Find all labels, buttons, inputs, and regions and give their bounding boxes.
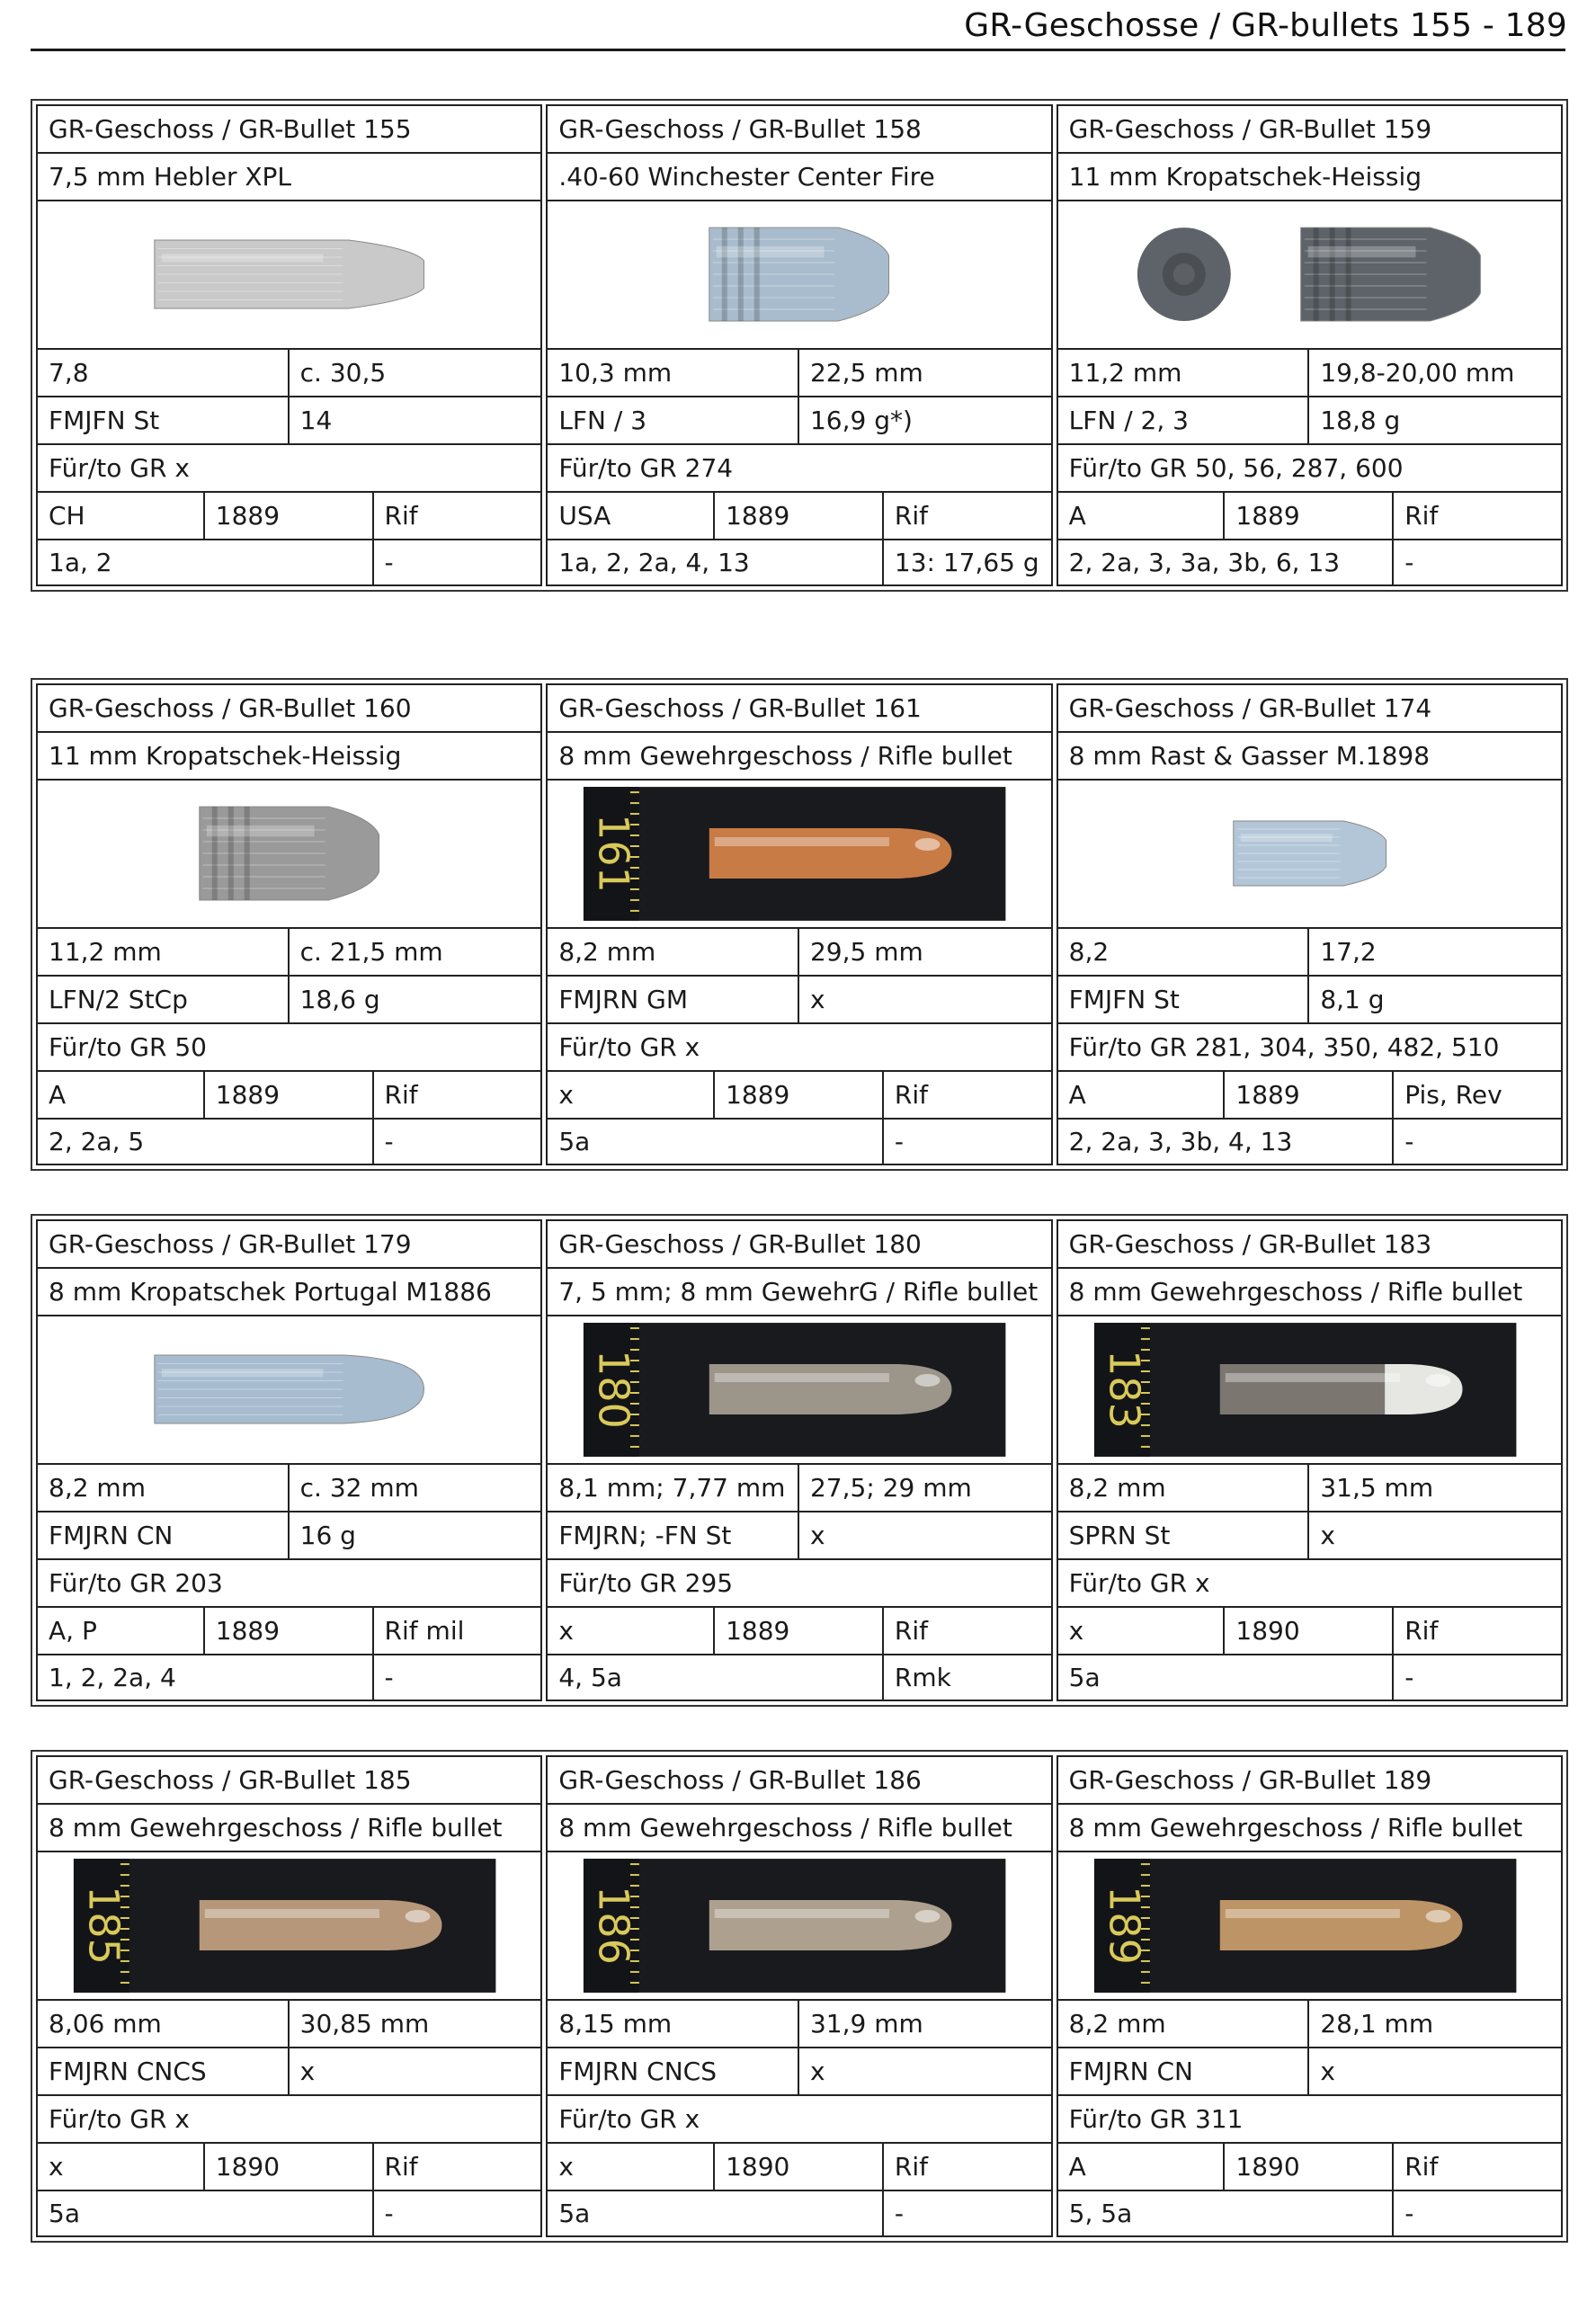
bullet-card — [36, 683, 542, 1165]
caliber-value: 11,2 mm — [1057, 348, 1310, 396]
bullet-card — [1057, 1755, 1563, 2237]
cartridge-reference: Für/to GR 50 — [36, 1022, 542, 1070]
bullet-designation: 11 mm Kropatschek-Heissig — [1057, 152, 1563, 200]
bullet-title: GR-Geschoss / GR-Bullet 158 — [546, 104, 1052, 152]
bullet-type: LFN/2 StCp — [36, 975, 290, 1022]
source-references: 2, 2a, 3, 3b, 4, 13 — [1057, 1118, 1395, 1165]
weight-value: x — [799, 975, 1053, 1022]
bullet-group-2 — [31, 678, 1568, 1171]
bullet-image-cell — [1057, 1315, 1563, 1463]
dimensions-row — [546, 1999, 1052, 2047]
length-value: 22,5 mm — [799, 348, 1053, 396]
origin-row — [1057, 1070, 1563, 1118]
type-row — [36, 2047, 542, 2094]
source-references: 1a, 2 — [36, 539, 374, 586]
source-references: 5a — [36, 2190, 374, 2237]
bullet-card — [36, 104, 542, 586]
year-value: 1889 — [715, 491, 884, 539]
weapon-category: Rif — [374, 1070, 543, 1118]
source-references: 5a — [546, 2190, 884, 2237]
weapon-category: Rif — [884, 1606, 1053, 1654]
dimensions-row — [546, 927, 1052, 975]
bullet-type: LFN / 2, 3 — [1057, 396, 1310, 443]
cartridge-reference: Für/to GR 281, 304, 350, 482, 510 — [1057, 1022, 1563, 1070]
year-value: 1890 — [715, 2142, 884, 2190]
bullet-image-cell — [1057, 779, 1563, 927]
source-note: - — [1394, 2190, 1563, 2237]
type-row — [1057, 1511, 1563, 1558]
bullet-card — [36, 1219, 542, 1701]
year-value: 1890 — [1225, 1606, 1394, 1654]
bullet-card — [546, 104, 1052, 586]
source-note: - — [374, 1654, 543, 1701]
origin-row — [546, 2142, 1052, 2190]
source-note: 13: 17,65 g — [884, 539, 1053, 586]
weight-value: 18,6 g — [290, 975, 543, 1022]
bullet-image — [709, 1364, 952, 1414]
caliber-value: 8,2 — [1057, 927, 1310, 975]
caliber-value: 8,06 mm — [36, 1999, 290, 2047]
weapon-category: Rif — [884, 491, 1053, 539]
length-value: 31,5 mm — [1309, 1463, 1563, 1511]
country-code: x — [1057, 1606, 1226, 1654]
weapon-category: Rif — [1394, 491, 1563, 539]
cartridge-reference: Für/to GR 274 — [546, 443, 1052, 491]
cartridge-reference: Für/to GR x — [1057, 1558, 1563, 1606]
bullet-image-cell — [546, 1315, 1052, 1463]
type-row — [1057, 975, 1563, 1022]
bullet-title: GR-Geschoss / GR-Bullet 189 — [1057, 1755, 1563, 1803]
cartridge-reference: Für/to GR 203 — [36, 1558, 542, 1606]
scale-number: 186 — [589, 1886, 638, 1965]
bullet-designation: .40-60 Winchester Center Fire — [546, 152, 1052, 200]
caliber-value: 8,2 mm — [546, 927, 799, 975]
header-rule — [31, 49, 1565, 51]
origin-row — [36, 1070, 542, 1118]
country-code: A — [1057, 1070, 1226, 1118]
origin-row — [36, 1606, 542, 1654]
bullet-title: GR-Geschoss / GR-Bullet 179 — [36, 1219, 542, 1267]
bullet-designation: 7, 5 mm; 8 mm GewehrG / Rifle bullet — [546, 1267, 1052, 1315]
bullet-group-3 — [31, 1214, 1568, 1707]
bullet-title: GR-Geschoss / GR-Bullet 161 — [546, 683, 1052, 731]
bullet-image — [1219, 1900, 1462, 1950]
length-value: c. 21,5 mm — [290, 927, 543, 975]
weight-value: x — [799, 2047, 1053, 2094]
sources-row — [36, 1654, 542, 1701]
source-note: - — [1394, 1654, 1563, 1701]
sources-row — [546, 2190, 1052, 2237]
weight-value: x — [1309, 2047, 1563, 2094]
source-note: - — [374, 1118, 543, 1165]
country-code: A — [1057, 491, 1226, 539]
dimensions-row — [1057, 348, 1563, 396]
bullet-designation: 8 mm Gewehrgeschoss / Rifle bullet — [546, 731, 1052, 779]
dimensions-row — [1057, 927, 1563, 975]
bullet-type: FMJRN CN — [36, 1511, 290, 1558]
caliber-value: 10,3 mm — [546, 348, 799, 396]
bullet-image-cell — [36, 1315, 542, 1463]
bullet-image-cell — [36, 200, 542, 348]
country-code: A, P — [36, 1606, 205, 1654]
bullet-image-cell — [36, 1851, 542, 1999]
origin-row — [546, 1606, 1052, 1654]
source-references: 5, 5a — [1057, 2190, 1395, 2237]
weight-value: x — [1309, 1511, 1563, 1558]
year-value: 1889 — [715, 1070, 884, 1118]
type-row — [546, 975, 1052, 1022]
weapon-category: Rif — [374, 491, 543, 539]
bullet-type: FMJFN St — [1057, 975, 1310, 1022]
type-row — [36, 1511, 542, 1558]
bullet-title: GR-Geschoss / GR-Bullet 186 — [546, 1755, 1052, 1803]
bullet-title: GR-Geschoss / GR-Bullet 180 — [546, 1219, 1052, 1267]
weapon-category: Rif — [884, 1070, 1053, 1118]
bullet-card — [546, 683, 1052, 1165]
caliber-value: 11,2 mm — [36, 927, 290, 975]
bullet-group-1 — [31, 99, 1568, 592]
weight-value: 16 g — [290, 1511, 543, 1558]
origin-row — [1057, 2142, 1563, 2190]
origin-row — [1057, 491, 1563, 539]
bullet-designation: 8 mm Gewehrgeschoss / Rifle bullet — [1057, 1267, 1563, 1315]
bullet-title: GR-Geschoss / GR-Bullet 155 — [36, 104, 542, 152]
type-row — [36, 975, 542, 1022]
dimensions-row — [546, 1463, 1052, 1511]
year-value: 1890 — [1225, 2142, 1394, 2190]
bullet-image-cell — [546, 1851, 1052, 1999]
source-note: - — [374, 539, 543, 586]
length-value: c. 30,5 — [290, 348, 543, 396]
type-row — [1057, 396, 1563, 443]
weapon-category: Rif — [884, 2142, 1053, 2190]
bullet-image-cell — [36, 779, 542, 927]
origin-row — [546, 1070, 1052, 1118]
country-code: A — [36, 1070, 205, 1118]
bullet-type: FMJRN GM — [546, 975, 799, 1022]
year-value: 1889 — [1225, 1070, 1394, 1118]
bullet-designation: 8 mm Gewehrgeschoss / Rifle bullet — [36, 1803, 542, 1851]
source-references: 2, 2a, 3, 3a, 3b, 6, 13 — [1057, 539, 1395, 586]
bullet-designation: 8 mm Kropatschek Portugal M1886 — [36, 1267, 542, 1315]
sources-row — [546, 1118, 1052, 1165]
weapon-category: Rif — [1394, 1606, 1563, 1654]
sources-row — [1057, 1654, 1563, 1701]
scale-number: 189 — [1100, 1886, 1149, 1965]
caliber-value: 8,2 mm — [1057, 1463, 1310, 1511]
bullet-type: LFN / 3 — [546, 396, 799, 443]
source-references: 4, 5a — [546, 1654, 884, 1701]
type-row — [546, 2047, 1052, 2094]
sources-row — [546, 539, 1052, 586]
weight-value: x — [799, 1511, 1053, 1558]
cartridge-reference: Für/to GR x — [546, 2094, 1052, 2142]
weight-value: x — [290, 2047, 543, 2094]
sources-row — [36, 1118, 542, 1165]
bullet-designation: 8 mm Gewehrgeschoss / Rifle bullet — [1057, 1803, 1563, 1851]
weight-value: 16,9 g*) — [799, 396, 1053, 443]
caliber-value: 7,8 — [36, 348, 290, 396]
bullet-title: GR-Geschoss / GR-Bullet 174 — [1057, 683, 1563, 731]
length-value: 28,1 mm — [1309, 1999, 1563, 2047]
dimensions-row — [546, 348, 1052, 396]
length-value: 31,9 mm — [799, 1999, 1053, 2047]
source-references: 5a — [546, 1118, 884, 1165]
weight-value: 18,8 g — [1309, 396, 1563, 443]
country-code: x — [36, 2142, 205, 2190]
year-value: 1889 — [205, 1606, 374, 1654]
weapon-category: Rif — [374, 2142, 543, 2190]
origin-row — [546, 491, 1052, 539]
bullet-image-cell — [546, 200, 1052, 348]
sources-row — [36, 539, 542, 586]
length-value: 29,5 mm — [799, 927, 1053, 975]
year-value: 1889 — [205, 491, 374, 539]
source-note: - — [374, 2190, 543, 2237]
year-value: 1889 — [1225, 491, 1394, 539]
weapon-category: Rif mil — [374, 1606, 543, 1654]
bullet-card — [546, 1755, 1052, 2237]
bullet-type: FMJRN CNCS — [36, 2047, 290, 2094]
weapon-category: Pis, Rev — [1394, 1070, 1563, 1118]
bullet-type: SPRN St — [1057, 1511, 1310, 1558]
country-code: x — [546, 2142, 715, 2190]
bullet-image — [200, 1900, 442, 1950]
country-code: x — [546, 1070, 715, 1118]
sources-row — [1057, 1118, 1563, 1165]
bullet-designation: 7,5 mm Hebler XPL — [36, 152, 542, 200]
cartridge-reference: Für/to GR x — [36, 2094, 542, 2142]
source-note: Rmk — [884, 1654, 1053, 1701]
caliber-value: 8,15 mm — [546, 1999, 799, 2047]
bullet-designation: 8 mm Gewehrgeschoss / Rifle bullet — [546, 1803, 1052, 1851]
origin-row — [1057, 1606, 1563, 1654]
bullet-image-cell — [546, 779, 1052, 927]
sources-row — [36, 2190, 542, 2237]
year-value: 1889 — [205, 1070, 374, 1118]
weapon-category: Rif — [1394, 2142, 1563, 2190]
length-value: c. 32 mm — [290, 1463, 543, 1511]
cartridge-reference: Für/to GR 295 — [546, 1558, 1052, 1606]
scale-number: 183 — [1100, 1350, 1149, 1429]
bullet-designation: 8 mm Rast & Gasser M.1898 — [1057, 731, 1563, 779]
length-value: 30,85 mm — [290, 1999, 543, 2047]
year-value: 1890 — [205, 2142, 374, 2190]
dimensions-row — [1057, 1999, 1563, 2047]
caliber-value: 8,2 mm — [36, 1463, 290, 1511]
scale-number: 161 — [589, 814, 638, 893]
cartridge-reference: Für/to GR x — [546, 1022, 1052, 1070]
length-value: 17,2 — [1309, 927, 1563, 975]
bullet-title: GR-Geschoss / GR-Bullet 185 — [36, 1755, 542, 1803]
bullet-designation: 11 mm Kropatschek-Heissig — [36, 731, 542, 779]
bullet-card — [1057, 104, 1563, 586]
bullet-image-cell — [1057, 200, 1563, 348]
bullet-card — [546, 1219, 1052, 1701]
type-row — [1057, 2047, 1563, 2094]
caliber-value: 8,2 mm — [1057, 1999, 1310, 2047]
cartridge-reference: Für/to GR 50, 56, 287, 600 — [1057, 443, 1563, 491]
dimensions-row — [36, 927, 542, 975]
bullet-type: FMJRN; -FN St — [546, 1511, 799, 1558]
weight-value: 8,1 g — [1309, 975, 1563, 1022]
country-code: A — [1057, 2142, 1226, 2190]
caliber-value: 8,1 mm; 7,77 mm — [546, 1463, 799, 1511]
sources-row — [546, 1654, 1052, 1701]
bullet-type: FMJFN St — [36, 396, 290, 443]
dimensions-row — [1057, 1463, 1563, 1511]
cartridge-reference: Für/to GR 311 — [1057, 2094, 1563, 2142]
bullet-title: GR-Geschoss / GR-Bullet 183 — [1057, 1219, 1563, 1267]
source-note: - — [884, 2190, 1053, 2237]
scale-number: 185 — [79, 1886, 129, 1965]
source-references: 1, 2, 2a, 4 — [36, 1654, 374, 1701]
sources-row — [1057, 539, 1563, 586]
cartridge-reference: Für/to GR x — [36, 443, 542, 491]
page-title: GR-Geschosse / GR-bullets 155 - 189 — [964, 7, 1567, 44]
country-code: CH — [36, 491, 205, 539]
bullet-title: GR-Geschoss / GR-Bullet 160 — [36, 683, 542, 731]
dimensions-row — [36, 1999, 542, 2047]
country-code: x — [546, 1606, 715, 1654]
dimensions-row — [36, 1463, 542, 1511]
type-row — [546, 1511, 1052, 1558]
source-references: 1a, 2, 2a, 4, 13 — [546, 539, 884, 586]
bullet-type: FMJRN CNCS — [546, 2047, 799, 2094]
dimensions-row — [36, 348, 542, 396]
source-references: 2, 2a, 5 — [36, 1118, 374, 1165]
origin-row — [36, 491, 542, 539]
bullet-card — [1057, 1219, 1563, 1701]
bullet-title: GR-Geschoss / GR-Bullet 159 — [1057, 104, 1563, 152]
origin-row — [36, 2142, 542, 2190]
source-note: - — [1394, 539, 1563, 586]
sources-row — [1057, 2190, 1563, 2237]
length-value: 19,8-20,00 mm — [1309, 348, 1563, 396]
bullet-group-4 — [31, 1750, 1568, 2243]
source-references: 5a — [1057, 1654, 1395, 1701]
bullet-card — [36, 1755, 542, 2237]
bullet-image — [709, 828, 952, 879]
length-value: 27,5; 29 mm — [799, 1463, 1053, 1511]
bullet-type: FMJRN CN — [1057, 2047, 1310, 2094]
source-note: - — [884, 1118, 1053, 1165]
scale-number: 180 — [589, 1350, 638, 1429]
type-row — [36, 396, 542, 443]
type-row — [546, 396, 1052, 443]
bullet-image — [709, 1900, 952, 1950]
bullet-image-cell — [1057, 1851, 1563, 1999]
weight-value: 14 — [290, 396, 543, 443]
country-code: USA — [546, 491, 715, 539]
bullet-card — [1057, 683, 1563, 1165]
source-note: - — [1394, 1118, 1563, 1165]
year-value: 1889 — [715, 1606, 884, 1654]
